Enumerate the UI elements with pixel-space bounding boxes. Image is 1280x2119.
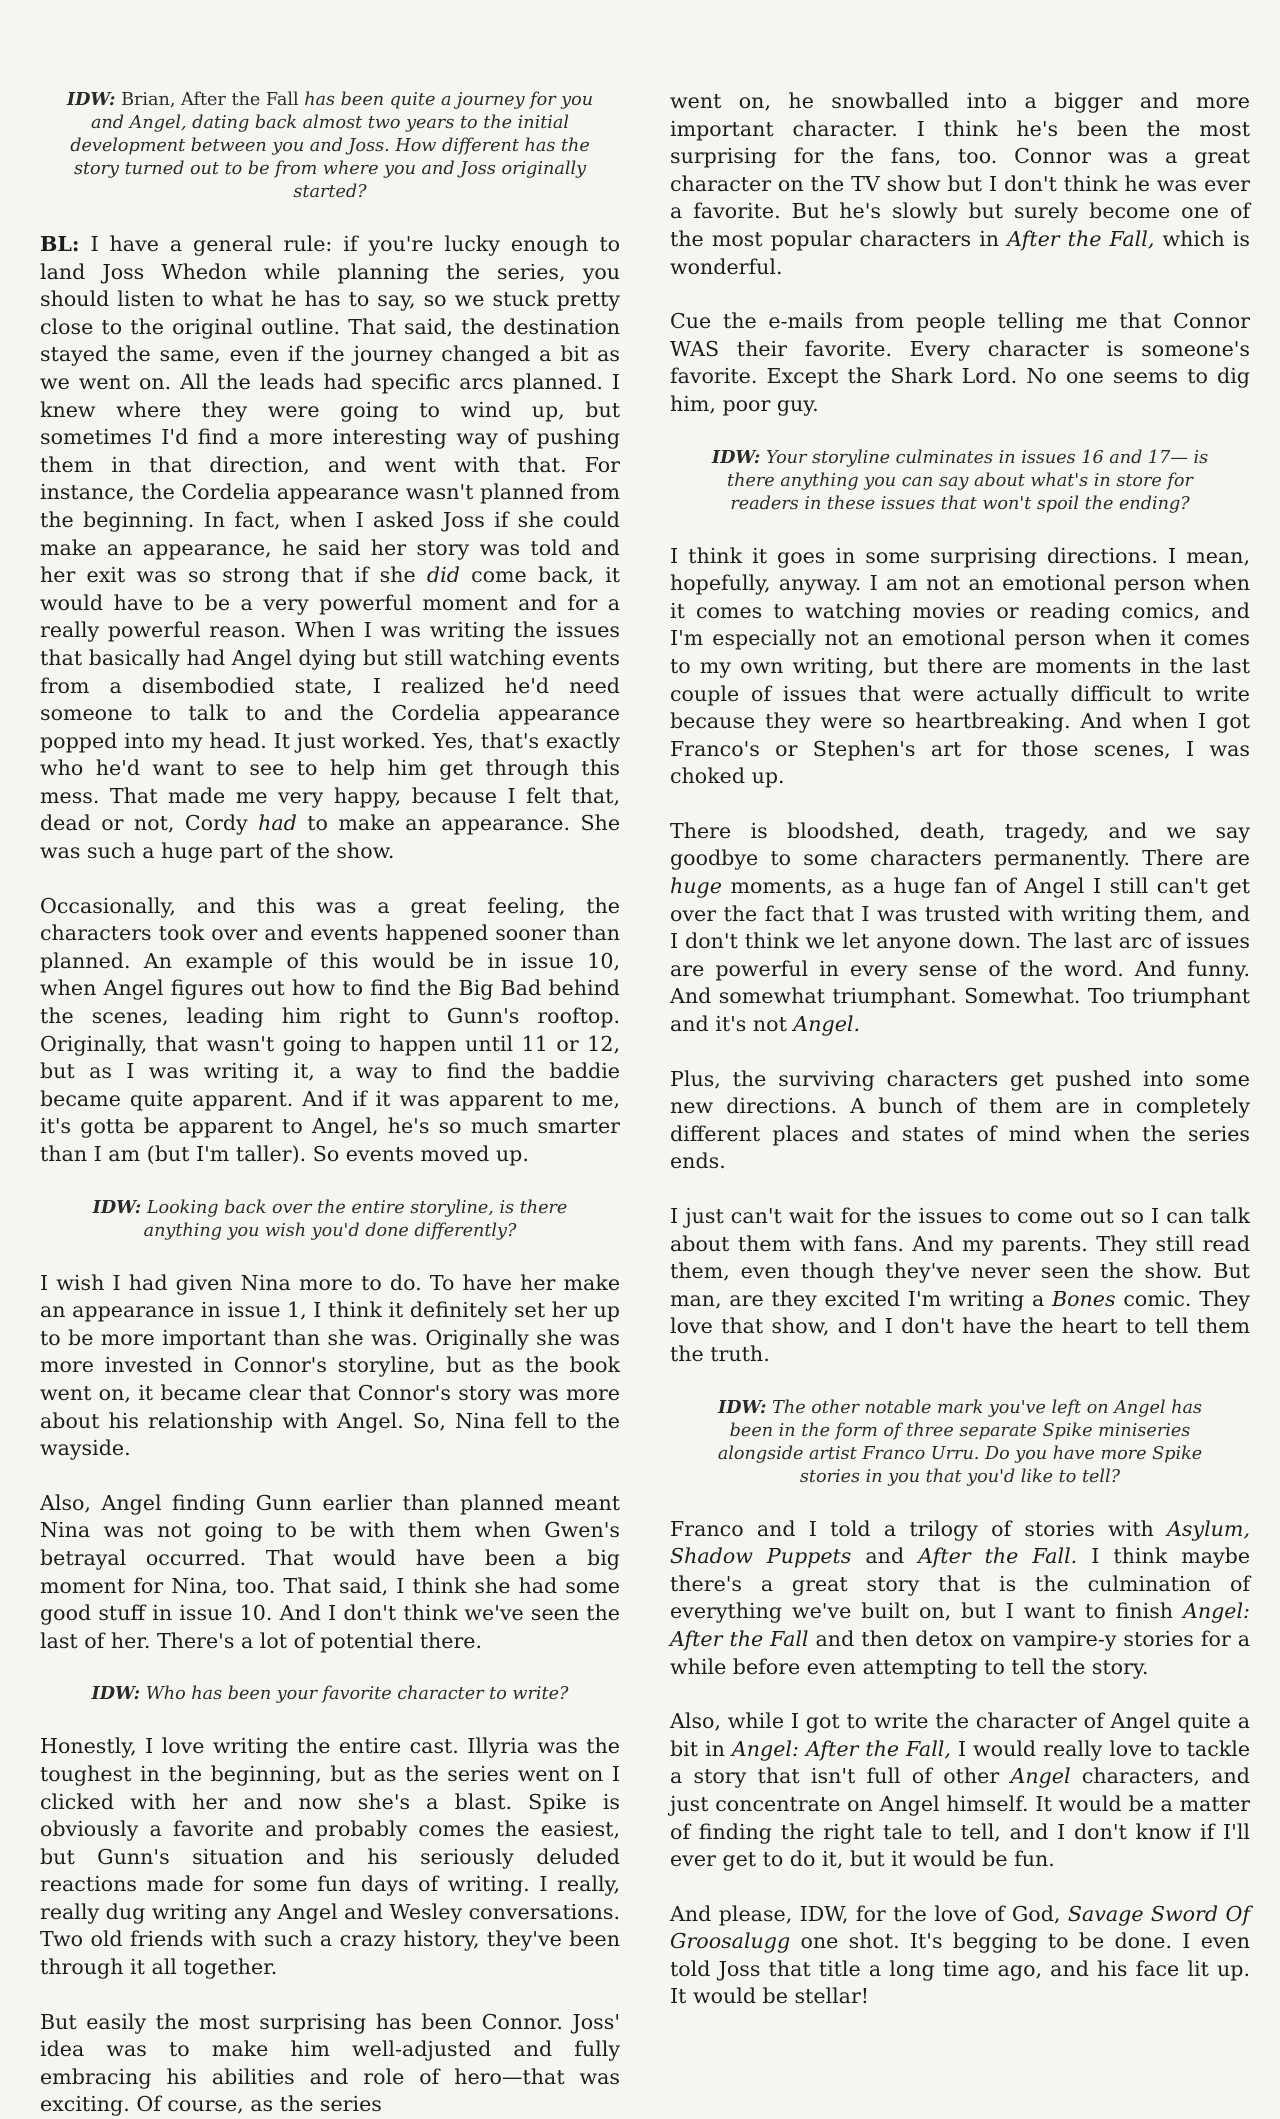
- answer-3-continued-right: [670, 88, 1250, 281]
- answer-3-continued: But easily the most surprising has been Connor. Joss' idea was to make him well-adjusted and fully embracing his abilities and role of hero—that was exciting. Of course, as the series: [40, 2009, 620, 2117]
- answer-text: characters, and just concentrate on Angel himself. It would be a matter of finding the right tale to tell, and I don't know if I'll ever get to do it, but it would be fun.: [670, 1764, 1250, 1872]
- answer-text: went on, he snowballed into a bigger and more important character. I think he's been the most surprising for the fans, too. Connor was a great character on the TV show but I don't think he was ever a favorite. But he's slowly but surely become one of the most popular characters in: [670, 89, 1250, 251]
- right-column: [670, 88, 1250, 2011]
- question-label: IDW:: [91, 1683, 141, 1705]
- answer-text: I think maybe there's a great story that is the culmination of everything we've built on, but I want to finish: [670, 1544, 1251, 1624]
- answer-3-final: Cue the e-mails from people telling me that Connor WAS their favorite. Every character is someone's favorite. Except the Shark Lord. No one seems to dig him, poor guy.: [670, 309, 1250, 416]
- question-label: IDW:: [711, 446, 761, 468]
- answer-label: BL:: [40, 232, 80, 256]
- answer-emphasis: After the Fall,: [1007, 226, 1155, 251]
- answer-emphasis: Savage Sword Of Groosalugg: [670, 1901, 1250, 1954]
- answer-emphasis: Angel: [1010, 1764, 1071, 1789]
- answer-text: I have a general rule: if you're lucky enough to land Joss Whedon while planning the series, you should listen to what he has to say, so we stuck pretty close to the original outline. That said, the destination stayed the same, even if the journey changed a bit as we went on. All the leads had specific arcs planned. I knew where they were going to wind up, but sometimes I'd find a more interesting way of pushing them in that direction, and went with that. For instance, the Cordelia appearance wasn't planned from the beginning. In fact, when I asked Joss if she could make an appearance, he said her story was told and her exit was so strong that if she: [40, 232, 621, 588]
- answer-5-final: [670, 1901, 1250, 2011]
- answer-emphasis: Angel.: [793, 1012, 861, 1037]
- question-text: Brian,: [121, 90, 176, 110]
- answer-emphasis: After the Fall.: [918, 1544, 1078, 1569]
- answer-text: moments, as a huge fan of Angel I still can't get over the fact that I was trusted with writing them, and I don't think we let anyone down. The last arc of issues are powerful in every sense of the word. And funny. And somewhat triumphant. Somewhat. Too triumphant and it's not: [670, 874, 1251, 1037]
- question-label: IDW:: [66, 89, 116, 110]
- answer-5: [670, 1516, 1250, 1682]
- question-4: [694, 446, 1226, 516]
- question-3: [64, 1682, 596, 1706]
- question-title: After the Fall: [181, 90, 299, 110]
- answer-text: come back, it would have to be a very powerful moment and for a really powerful reason. When I was writing the issues that basically had Angel dying but still watching events from a disembodied state, I realized he'd need someone to talk to and the Cordelia appearance popped into my head. It just worked. Yes, that's exactly who he'd want to see to help him get through this mess. That made me very happy, because I felt that, dead or not, Cordy: [40, 563, 621, 836]
- answer-emphasis: huge: [670, 874, 722, 899]
- answer-3: Honestly, I love writing the entire cast. Illyria was the toughest in the beginning, but as the series went on I clicked with her and now she's a blast. Spike is obviously a favorite and probably comes the easiest, but Gunn's situation and his seriously deluded reactions made for some fun days of writing. I really, really dug writing any Angel and Wesley conversations. Two old friends with such a crazy history, they've been through it all together.: [40, 1734, 620, 1980]
- answer-text: which is wonderful.: [670, 226, 1251, 279]
- answer-text: Franco and I told a trilogy of stories with: [670, 1516, 1154, 1541]
- answer-text: I would really love to tackle a story that isn't full of other: [670, 1736, 1251, 1789]
- answer-text: And please, IDW, for the love of God,: [670, 1901, 1061, 1926]
- answer-text: one shot. It's begging to be done. I even told Joss that title a long time ago, and his face lit up. It would be stellar!: [670, 1929, 1250, 2009]
- question-label: IDW:: [92, 1196, 142, 1218]
- answer-1-continued: Occasionally, and this was a great feeling, the characters took over and events happened sooner than planned. An example of this would be in issue 10, when Angel figures out how to find the Big Bad behind the scenes, leading him right to Gunn's rooftop. Originally, that wasn't going to happen until 11 or 12, but as I was writing it, a way to find the baddie became quite apparent. And if it was apparent to me, it's gotta be apparent to Angel, he's so much smarter than I am (but I'm taller). So events moved up.: [40, 893, 620, 1166]
- question-text: Who has been your favorite character to write?: [145, 1684, 569, 1705]
- question-text: has been quite a journey for you and Angel, dating back almost two years to the initial development between you and Joss. How different has the story turned out to be from where you and Joss originally started?: [70, 90, 594, 202]
- answer-text: Also, while I got to write the character of Angel quite a bit in: [670, 1709, 1250, 1761]
- answer-text: I just can't wait for the issues to come out so I can talk about them with fans. And my parents. They still read them, even though they've never seen the show. But man, are they excited I'm writing a: [670, 1204, 1250, 1311]
- question-text: Looking back over the entire storyline, is there anything you wish you'd done differently?: [143, 1197, 568, 1241]
- answer-2-continued: Also, Angel finding Gunn earlier than planned meant Nina was not going to be with them when Gwen's betrayal occurred. That would have been a big moment for Nina, too. That said, I think she had some good stuff in issue 10. And I don't think we've seen the last of her. There's a lot of potential there.: [40, 1490, 620, 1653]
- left-column: [40, 88, 620, 2119]
- answer-4-continued: [670, 818, 1250, 1039]
- question-2: [64, 1196, 596, 1243]
- answer-text: and then detox on vampire-y stories for a while before even attempting to tell the story.: [670, 1626, 1250, 1679]
- answer-2: I wish I had given Nina more to do. To have her make an appearance in issue 1, I think it definitely set her up to be more important than she was. Originally she was more invested in Connor's storyline, but as the book went on, it became clear that Connor's story was more about his relationship with Angel. So, Nina fell to the wayside.: [40, 1270, 620, 1461]
- question-1: [64, 88, 596, 204]
- answer-text: and: [865, 1544, 905, 1569]
- answer-emphasis: had: [258, 811, 297, 836]
- answer-text: comic. They love that show, and I don't have the heart to tell them the truth.: [670, 1286, 1251, 1366]
- question-label: IDW:: [718, 1396, 767, 1418]
- answer-emphasis: Angel: After the Fall: [670, 1599, 1250, 1651]
- question-text: The other notable mark you've left on Angel has been in the form of three separate Spike miniseries alongside artist Franco Urru. Do you have more Spike stories in you that you'd like to tell?: [717, 1397, 1203, 1487]
- answer-emphasis: did: [426, 563, 460, 588]
- answer-emphasis: Asylum, Shadow Puppets: [670, 1516, 1250, 1569]
- question-text: Your storyline culminates in issues 16 and 17— is there anything you can say about what's in store for readers in these issues that won't spoil the ending?: [727, 447, 1209, 514]
- answer-4-plus: Plus, the surviving characters get pushed into some new directions. A bunch of them are in completely different places and states of mind when the series ends.: [670, 1066, 1250, 1174]
- answer-text: There is bloodshed, death, tragedy, and we say goodbye to some characters permanently. There are: [670, 818, 1250, 871]
- answer-emphasis: Bones: [1052, 1286, 1116, 1311]
- answer-5-continued: [670, 1708, 1250, 1874]
- answer-1: [40, 231, 620, 866]
- answer-emphasis: Angel: After the Fall,: [731, 1736, 951, 1761]
- answer-4-final: [670, 1203, 1250, 1369]
- answer-text: to make an appearance. She was such a huge part of the show.: [40, 811, 621, 864]
- question-5: [694, 1396, 1226, 1489]
- answer-4: I think it goes in some surprising directions. I mean, hopefully, anyway. I am not an emotional person when it comes to watching movies or reading comics, and I'm especially not an emotional person when it comes to my own writing, but there are moments in the last couple of issues that were actually difficult to write because they were so heartbreaking. And when I got Franco's or Stephen's art for those scenes, I was choked up.: [670, 543, 1250, 789]
